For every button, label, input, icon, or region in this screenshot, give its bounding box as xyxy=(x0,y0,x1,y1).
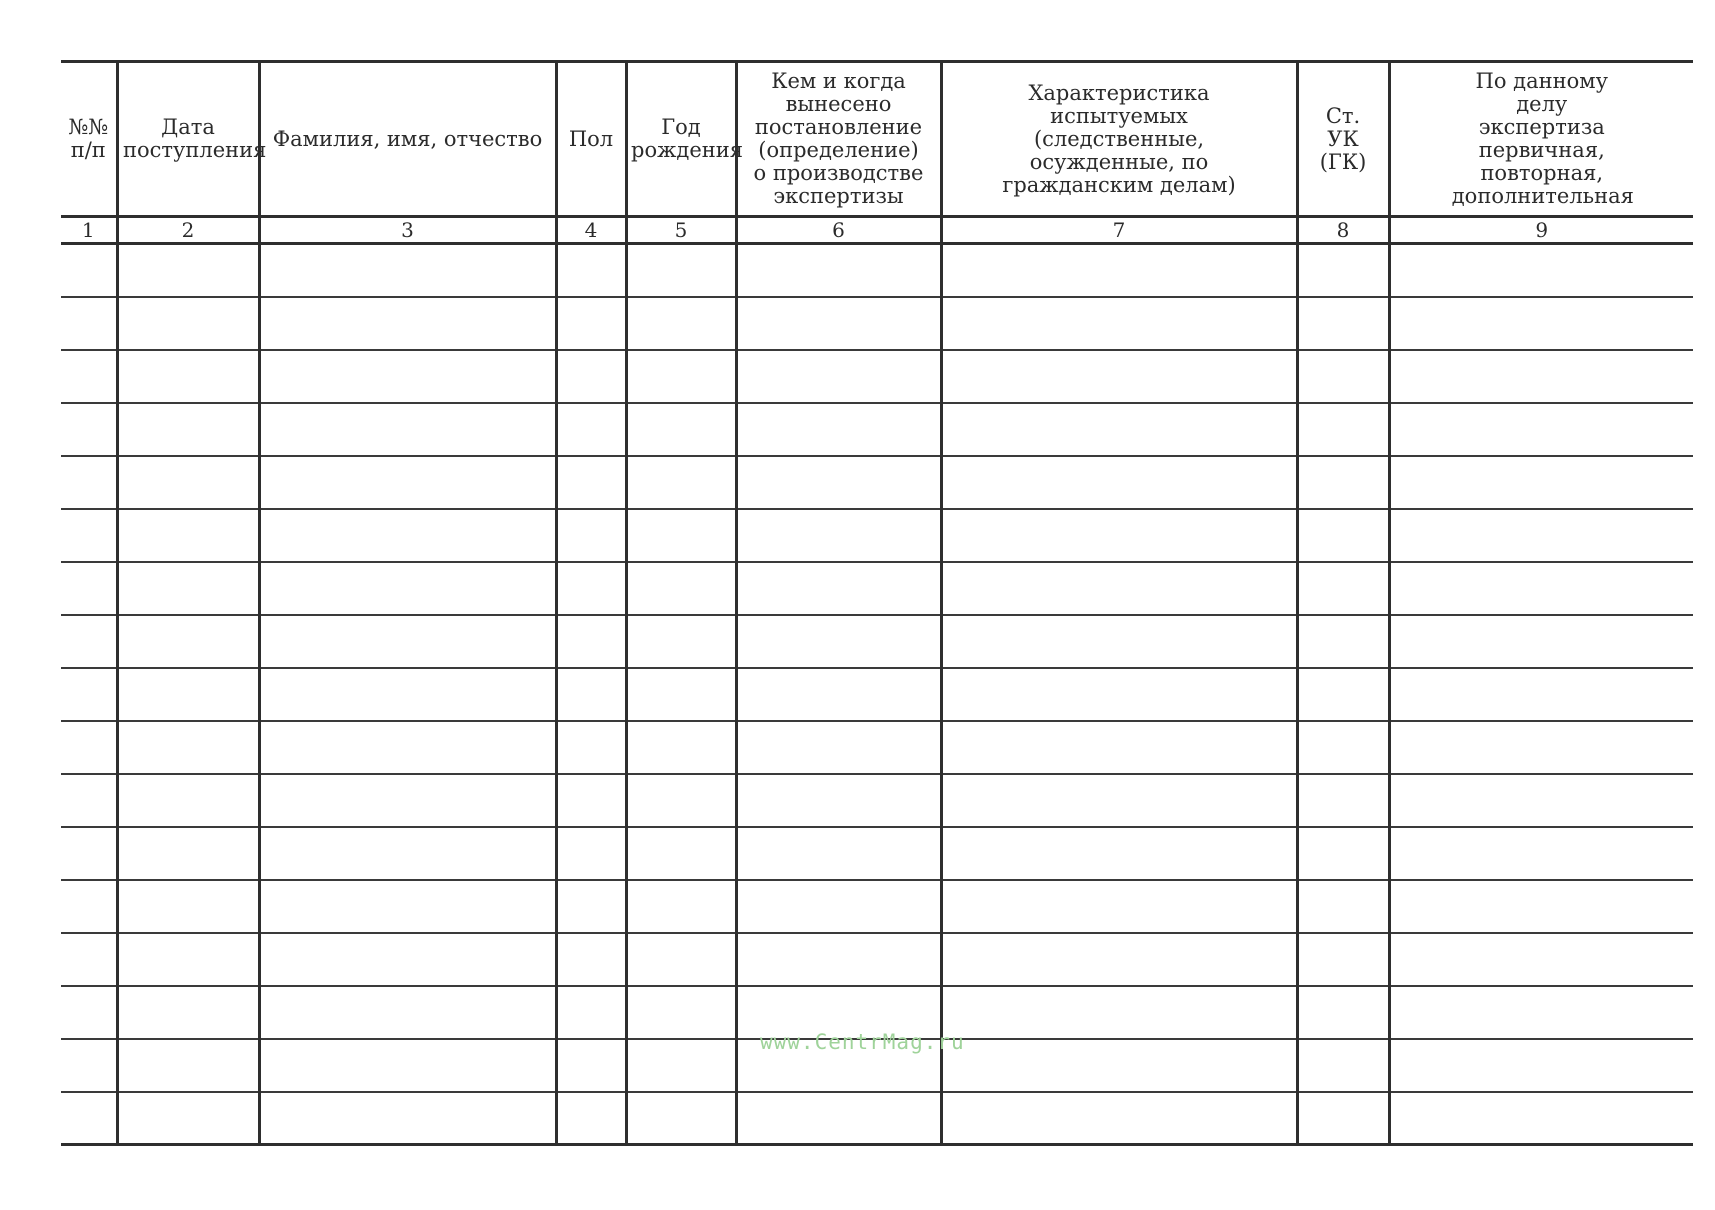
empty-cell xyxy=(556,297,626,350)
empty-cell xyxy=(736,933,941,986)
empty-cell xyxy=(117,562,259,615)
empty-cell xyxy=(117,615,259,668)
table-row xyxy=(61,244,1693,297)
empty-cell xyxy=(1389,668,1693,721)
table-row xyxy=(61,880,1693,933)
empty-cell xyxy=(1389,721,1693,774)
empty-cell xyxy=(117,244,259,297)
table-row xyxy=(61,774,1693,827)
empty-cell xyxy=(1389,986,1693,1039)
header-cell-date: Дата поступления xyxy=(117,62,259,217)
empty-cell xyxy=(736,562,941,615)
empty-cell xyxy=(941,774,1297,827)
empty-cell xyxy=(1389,403,1693,456)
empty-cell xyxy=(1297,1092,1389,1145)
empty-cell xyxy=(626,297,736,350)
empty-cell xyxy=(259,774,556,827)
empty-cell xyxy=(61,774,117,827)
empty-cell xyxy=(941,456,1297,509)
column-number: 3 xyxy=(259,217,556,244)
empty-cell xyxy=(941,721,1297,774)
empty-cell xyxy=(626,403,736,456)
empty-cell xyxy=(117,986,259,1039)
empty-cell xyxy=(556,880,626,933)
empty-cell xyxy=(556,774,626,827)
empty-cell xyxy=(736,350,941,403)
empty-cell xyxy=(1297,403,1389,456)
empty-cell xyxy=(626,1092,736,1145)
column-number: 5 xyxy=(626,217,736,244)
table-row xyxy=(61,456,1693,509)
empty-cell xyxy=(61,1039,117,1092)
empty-cell xyxy=(626,721,736,774)
empty-cell xyxy=(1297,721,1389,774)
table-row xyxy=(61,297,1693,350)
empty-cell xyxy=(941,615,1297,668)
empty-cell xyxy=(61,509,117,562)
empty-cell xyxy=(117,1092,259,1145)
table-row xyxy=(61,615,1693,668)
empty-cell xyxy=(556,562,626,615)
empty-cell xyxy=(941,986,1297,1039)
empty-cell xyxy=(1297,1039,1389,1092)
column-number: 4 xyxy=(556,217,626,244)
table-row xyxy=(61,668,1693,721)
empty-cell xyxy=(61,244,117,297)
empty-cell xyxy=(259,721,556,774)
empty-cell xyxy=(117,403,259,456)
column-number: 2 xyxy=(117,217,259,244)
empty-cell xyxy=(259,986,556,1039)
empty-cell xyxy=(1297,244,1389,297)
empty-cell xyxy=(117,721,259,774)
empty-cell xyxy=(61,986,117,1039)
empty-cell xyxy=(117,509,259,562)
empty-cell xyxy=(736,456,941,509)
empty-cell xyxy=(941,1092,1297,1145)
empty-cell xyxy=(941,403,1297,456)
empty-cell xyxy=(1297,827,1389,880)
table-row xyxy=(61,403,1693,456)
empty-cell xyxy=(1297,668,1389,721)
empty-cell xyxy=(1389,562,1693,615)
empty-cell xyxy=(117,297,259,350)
empty-cell xyxy=(1389,827,1693,880)
empty-cell xyxy=(61,827,117,880)
empty-cell xyxy=(1389,880,1693,933)
empty-cell xyxy=(556,1039,626,1092)
empty-cell xyxy=(556,668,626,721)
empty-cell xyxy=(941,562,1297,615)
empty-cell xyxy=(556,933,626,986)
empty-cell xyxy=(556,456,626,509)
empty-cell xyxy=(61,297,117,350)
empty-cell xyxy=(1297,615,1389,668)
empty-cell xyxy=(626,244,736,297)
empty-cell xyxy=(626,880,736,933)
header-cell-birth-year: Год рождения xyxy=(626,62,736,217)
empty-cell xyxy=(941,509,1297,562)
empty-cell xyxy=(736,244,941,297)
empty-cell xyxy=(259,456,556,509)
empty-cell xyxy=(736,721,941,774)
empty-cell xyxy=(61,880,117,933)
empty-cell xyxy=(556,244,626,297)
empty-cell xyxy=(941,1039,1297,1092)
empty-cell xyxy=(259,403,556,456)
table-row xyxy=(61,350,1693,403)
empty-cell xyxy=(1297,509,1389,562)
empty-cell xyxy=(736,668,941,721)
empty-cell xyxy=(736,774,941,827)
column-number-row xyxy=(61,217,1693,244)
empty-cell xyxy=(1297,933,1389,986)
watermark: www.CentrMag.ru xyxy=(760,1030,965,1054)
empty-cell xyxy=(117,668,259,721)
empty-cell xyxy=(626,774,736,827)
empty-cell xyxy=(1297,297,1389,350)
empty-cell xyxy=(259,562,556,615)
empty-cell xyxy=(117,827,259,880)
table-row xyxy=(61,933,1693,986)
empty-cell xyxy=(259,1092,556,1145)
empty-cell xyxy=(259,350,556,403)
table-row xyxy=(61,827,1693,880)
header-row xyxy=(61,62,1693,217)
empty-cell xyxy=(1389,456,1693,509)
empty-cell xyxy=(259,244,556,297)
empty-cell xyxy=(61,1092,117,1145)
column-number: 6 xyxy=(736,217,941,244)
empty-cell xyxy=(941,297,1297,350)
table-row xyxy=(61,562,1693,615)
empty-cell xyxy=(556,1092,626,1145)
header-cell-number: №№ п/п xyxy=(61,62,117,217)
empty-cell xyxy=(626,668,736,721)
empty-cell xyxy=(1297,880,1389,933)
column-number: 8 xyxy=(1297,217,1389,244)
empty-cell xyxy=(259,880,556,933)
column-number: 1 xyxy=(61,217,117,244)
empty-cell xyxy=(626,562,736,615)
table-row xyxy=(61,509,1693,562)
empty-cell xyxy=(941,350,1297,403)
empty-cell xyxy=(626,615,736,668)
header-cell-name: Фамилия, имя, отчество xyxy=(259,62,556,217)
empty-cell xyxy=(1389,297,1693,350)
empty-cell xyxy=(1389,244,1693,297)
empty-cell xyxy=(626,827,736,880)
empty-cell xyxy=(117,933,259,986)
empty-cell xyxy=(556,509,626,562)
empty-cell xyxy=(259,1039,556,1092)
header-cell-sex: Пол xyxy=(556,62,626,217)
empty-cell xyxy=(61,562,117,615)
empty-cell xyxy=(736,509,941,562)
empty-cell xyxy=(736,1092,941,1145)
empty-cell xyxy=(117,1039,259,1092)
empty-cell xyxy=(626,933,736,986)
empty-cell xyxy=(941,244,1297,297)
column-number: 9 xyxy=(1389,217,1693,244)
table-row xyxy=(61,1092,1693,1145)
empty-cell xyxy=(61,350,117,403)
empty-cell xyxy=(1297,350,1389,403)
empty-cell xyxy=(941,880,1297,933)
empty-cell xyxy=(736,615,941,668)
empty-cell xyxy=(1297,562,1389,615)
empty-cell xyxy=(1297,774,1389,827)
empty-cell xyxy=(941,827,1297,880)
empty-cell xyxy=(61,615,117,668)
empty-cell xyxy=(259,933,556,986)
empty-cell xyxy=(1389,615,1693,668)
empty-cell xyxy=(61,721,117,774)
empty-cell xyxy=(259,615,556,668)
empty-cell xyxy=(259,297,556,350)
empty-cell xyxy=(117,350,259,403)
empty-cell xyxy=(556,721,626,774)
empty-cell xyxy=(736,297,941,350)
empty-cell xyxy=(61,668,117,721)
empty-cell xyxy=(117,880,259,933)
empty-cell xyxy=(736,827,941,880)
empty-cell xyxy=(1297,986,1389,1039)
empty-cell xyxy=(61,403,117,456)
header-cell-characteristic: Характеристика испытуемых (следственные, осужденные, по гражданским делам) xyxy=(941,62,1297,217)
empty-cell xyxy=(556,615,626,668)
empty-cell xyxy=(1389,350,1693,403)
empty-cell xyxy=(61,456,117,509)
empty-cell xyxy=(626,1039,736,1092)
header-cell-article: Ст. УК (ГК) xyxy=(1297,62,1389,217)
empty-cell xyxy=(736,880,941,933)
empty-cell xyxy=(1297,456,1389,509)
empty-cell xyxy=(556,827,626,880)
header-cell-order: Кем и когда вынесено постановление (определение) о производстве экспертизы xyxy=(736,62,941,217)
empty-cell xyxy=(626,509,736,562)
empty-cell xyxy=(941,668,1297,721)
table-row xyxy=(61,721,1693,774)
empty-cell xyxy=(626,350,736,403)
empty-cell xyxy=(117,774,259,827)
empty-cell xyxy=(259,827,556,880)
empty-cell xyxy=(556,350,626,403)
empty-cell xyxy=(1389,1092,1693,1145)
empty-cell xyxy=(259,668,556,721)
empty-cell xyxy=(117,456,259,509)
empty-cell xyxy=(1389,1039,1693,1092)
empty-cell xyxy=(1389,774,1693,827)
empty-cell xyxy=(556,403,626,456)
empty-cell xyxy=(1389,509,1693,562)
register-table xyxy=(61,60,1693,1146)
empty-cell xyxy=(626,986,736,1039)
empty-cell xyxy=(736,403,941,456)
empty-cell xyxy=(626,456,736,509)
empty-cell xyxy=(556,986,626,1039)
empty-cell xyxy=(941,933,1297,986)
empty-cell xyxy=(1389,933,1693,986)
header-cell-expertise-type: По данному делу экспертиза первичная, повторная, дополнительная xyxy=(1389,62,1693,217)
empty-cell xyxy=(259,509,556,562)
empty-cell xyxy=(61,933,117,986)
column-number: 7 xyxy=(941,217,1297,244)
